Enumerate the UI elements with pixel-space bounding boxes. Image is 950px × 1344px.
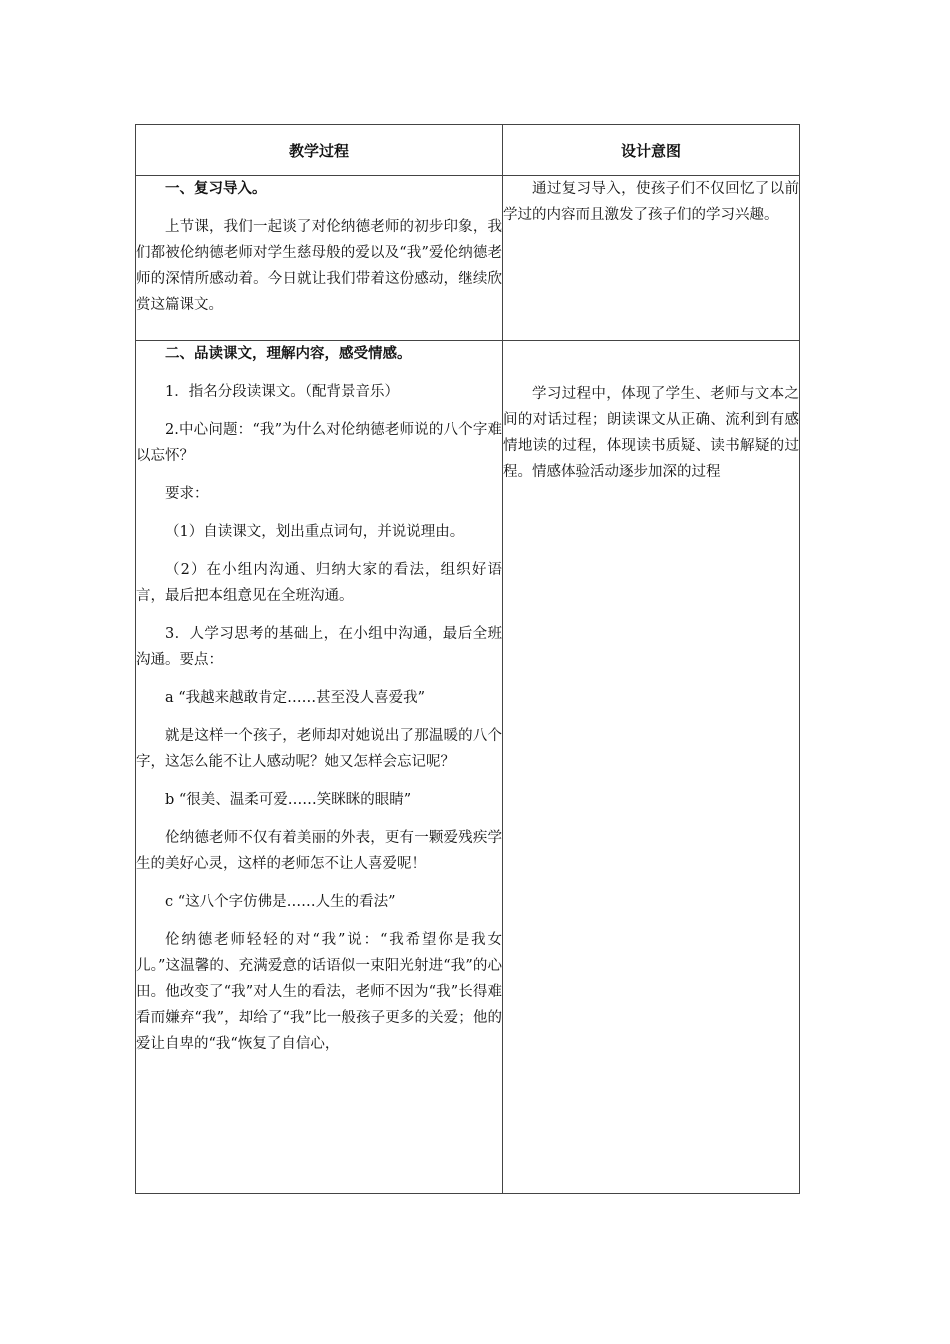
- section2-heading: 二、品读课文，理解内容，感受情感。: [165, 346, 412, 362]
- section2-item: 1．指名分段读课文。（配背景音乐）: [165, 384, 399, 400]
- section2-item: 要求：: [165, 486, 209, 502]
- section2-item: a “我越来越敢肯定……甚至没人喜爱我”: [165, 690, 426, 706]
- section2-item: b “很美、温柔可爱……笑眯眯的眼睛”: [165, 792, 412, 808]
- header-design-intent: 设计意图: [503, 125, 800, 176]
- section2-item: （1）自读课文，划出重点词句，并说说理由。: [165, 524, 465, 540]
- section2-item: 伦纳德老师不仅有着美丽的外表，更有一颗爱残疾学生的美好心灵，这样的老师怎不让人喜爱呢！: [136, 830, 502, 872]
- section2-process-cell: [136, 341, 503, 1194]
- section1-intent: 通过复习导入，使孩子们不仅回忆了以前学过的内容而且激发了孩子们的学习兴趣。: [503, 181, 799, 223]
- section1-paragraph: 上节课，我们一起谈了对伦纳德老师的初步印象，我们都被伦纳德老师对学生慈母般的爱以及“我”爱伦纳德老师的深情所感动着。今日就让我们带着这份感动，继续欣赏这篇课文。: [136, 219, 502, 313]
- header-row: [136, 125, 800, 176]
- section2-intent-cell: [503, 341, 800, 1194]
- section2-item: 就是这样一个孩子，老师却对她说出了那温暖的八个字，这怎么能不让人感动呢？她又怎样会忘记呢？: [136, 728, 502, 770]
- section1-row: [136, 176, 800, 341]
- section2-item: （2）在小组内沟通、归纳大家的看法，组织好语言，最后把本组意见在全班沟通。: [136, 562, 502, 604]
- section2-row: [136, 341, 800, 1194]
- section2-content: [136, 341, 502, 1153]
- section1-heading: 一、复习导入。: [165, 181, 267, 197]
- lesson-plan-table: [135, 124, 800, 1194]
- header-teaching-process: 教学过程: [136, 125, 503, 176]
- section2-intent: 学习过程中，体现了学生、老师与文本之间的对话过程；朗读课文从正确、流利到有感情地读的过程，体现读书质疑、读书解疑的过程。情感体验活动逐步加深的过程: [503, 386, 799, 480]
- section1-intent-cell: [503, 176, 800, 341]
- section2-item: 伦纳德老师轻轻的对“我”说：“我希望你是我女儿。”这温馨的、充满爱意的话语似一束阳光射进“我”的心田。他改变了“我”对人生的看法，老师不因为“我”长得难看而嫌弃“我”，却给了“我”比一般孩子更多的关爱；他的爱让自卑的“我“恢复了自信心，: [136, 932, 502, 1052]
- section1-process-cell: [136, 176, 503, 341]
- section2-item: c “这八个字仿佛是……人生的看法”: [165, 894, 396, 910]
- section2-item: 3．人学习思考的基础上，在小组中沟通，最后全班沟通。要点：: [136, 626, 502, 668]
- section2-item: 2.中心问题：“我”为什么对伦纳德老师说的八个字难以忘怀？: [136, 422, 502, 464]
